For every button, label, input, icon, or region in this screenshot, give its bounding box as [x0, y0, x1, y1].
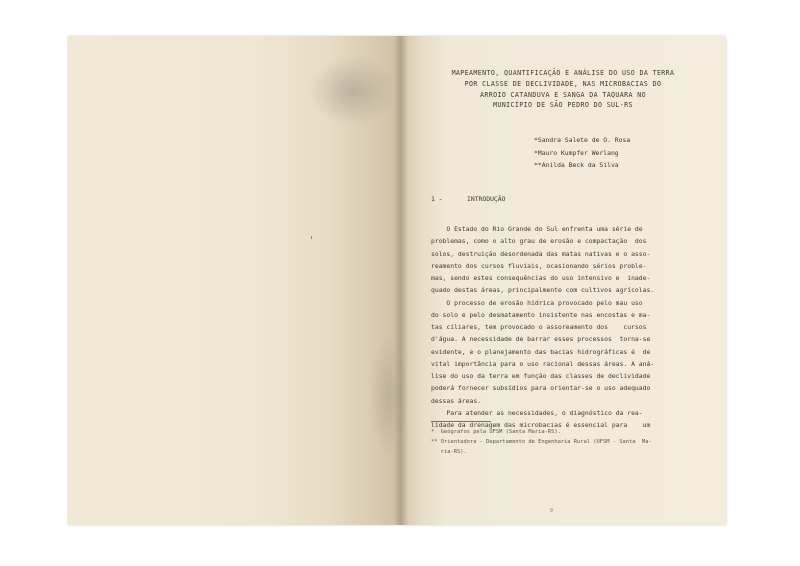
author-name: *Mauro Kumpfer Werlang — [534, 148, 619, 157]
title-line: ARROIO CATANDUVA E SANGA DA TAQUARA NO — [479, 90, 647, 99]
body-line: lise do uso da terra em função das classes de declividade — [431, 372, 651, 380]
title-line: MUNICÍPIO DE SÃO PEDRO DO SUL-RS — [493, 101, 633, 110]
document-title — [432, 68, 694, 111]
body-line: poderá fornecer subsídios para orientar-se o uso adequado — [431, 384, 651, 393]
scan-speck — [311, 236, 312, 239]
body-line: problemas, como o alto grau de erosão e compactação dos — [431, 237, 647, 246]
footnote: ria-RS). — [431, 449, 467, 455]
body-line: vital importância para o uso racional dessas áreas. A aná- — [431, 359, 655, 368]
author-name: *Sandra Salete de O. Rosa — [534, 136, 631, 144]
footnote-divider — [431, 421, 491, 422]
body-line: reamento dos cursos fluviais, ocasionando sérios proble- — [431, 261, 647, 270]
body-text — [431, 223, 693, 431]
body-line: solos, destruição desordenada das matas nativas e o asso- — [431, 249, 651, 258]
author-list — [534, 134, 630, 172]
scan-smudge — [308, 56, 398, 126]
footnote: ** Orientadora - Departamento de Engenharia Rural (UFSM - Santa Ma- — [431, 439, 652, 445]
body-line: quado destas áreas, principalmente com cultivos agrícolas. — [431, 286, 655, 295]
body-line: evidente, e o planejamento das bacias hidrográficas é de — [431, 347, 651, 356]
section-title: INTRODUÇÃO — [467, 195, 506, 203]
section-heading — [431, 195, 505, 203]
body-line: tas ciliares, tem provocado o assoreamento dos cursos — [431, 323, 647, 331]
body-line: O processo de erosão hídrica provocado pelo mau uso — [431, 298, 643, 307]
title-line: MAPEAMENTO, QUANTIFICAÇÃO E ANÁLISE DO USO DA TERRA — [451, 69, 675, 77]
section-number: 1 - — [431, 195, 443, 203]
scan-smudge — [368, 336, 408, 456]
body-line: O Estado do Rio Grande do Sul enfrenta uma série de — [431, 225, 643, 233]
body-line: mas, sendo estes consequências do uso intensivo e inade- — [431, 274, 651, 282]
body-line: dessas áreas. — [431, 396, 482, 405]
footnote: * Geógrafos pela UFSM (Santa Maria-RS). — [431, 429, 561, 435]
body-line: d'água. A necessidade de barrar esses processos torna-se — [431, 335, 651, 344]
title-line: POR CLASSE DE DECLIVIDADE, NAS MICROBACIAS DO — [464, 79, 662, 88]
footnotes — [431, 427, 693, 457]
body-line: lidade da drenagem das microbacias é essencial para um — [431, 421, 651, 429]
author-name: **Anilda Beck da Silva — [534, 161, 619, 170]
page-number: 9 — [550, 508, 554, 514]
body-line: do solo e pelo desmatamento insistente nas encostas e ma- — [431, 310, 651, 319]
body-line: Para atender as necessidades, o diagnóstico da rea- — [431, 408, 643, 417]
